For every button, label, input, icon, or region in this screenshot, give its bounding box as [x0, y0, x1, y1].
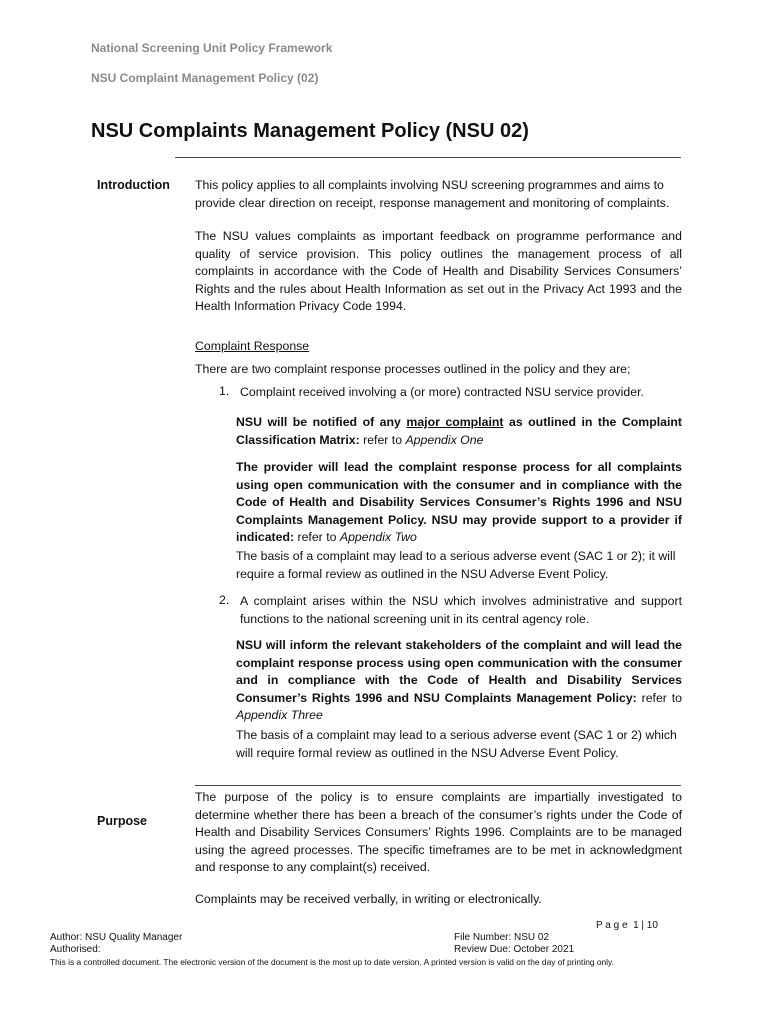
- notify-text-a: NSU will be notified of any: [236, 415, 407, 429]
- list-item-1-number: 1.: [219, 384, 230, 398]
- item-1-notification-paragraph: [236, 414, 682, 449]
- header-policy: NSU Complaint Management Policy (02): [91, 71, 319, 85]
- item-2-basis-paragraph: The basis of a complaint may lead to a serious adverse event (SAC 1 or 2) which will require formal review as outlined in the NSU Adverse Event Policy.: [236, 728, 677, 760]
- complaint-response-heading: Complaint Response: [195, 339, 310, 353]
- header-framework: National Screening Unit Policy Framework: [91, 41, 333, 55]
- purpose-paragraph-2: Complaints may be received verbally, in writing or electronically.: [195, 892, 542, 906]
- lead-ref: refer to: [294, 530, 340, 544]
- item-2-inform-paragraph: [236, 637, 682, 725]
- inform-text: NSU will inform the relevant stakeholders of the complaint and will lead the complaint response process using open communication with the consumer and in compliance with the Code of Health and Disability Services Consumer’s Rights 1996 and NSU Complaints Management Policy:: [236, 638, 682, 705]
- footer-file-number: File Number: NSU 02: [454, 932, 550, 943]
- inform-ref: refer to: [636, 690, 682, 705]
- major-complaint-term: major complaint: [406, 415, 504, 429]
- section-divider: [195, 785, 681, 786]
- footer-authorised: Authorised:: [50, 944, 101, 955]
- item-1-basis-paragraph: The basis of a complaint may lead to a serious adverse event (SAC 1 or 2); it will require a formal review as outlined in the NSU Adverse Event Policy.: [236, 549, 676, 581]
- footer-author: Author: NSU Quality Manager: [50, 932, 183, 943]
- introduction-paragraph-1: This policy applies to all complaints involving NSU screening programmes and aims to provide clear direction on receipt, response management and monitoring of complaints.: [195, 178, 670, 210]
- list-item-2-number: 2.: [219, 593, 230, 607]
- page-title: NSU Complaints Management Policy (NSU 02): [91, 120, 529, 142]
- purpose-label: Purpose: [97, 814, 148, 828]
- appendix-three-ref: Appendix Three: [236, 708, 323, 722]
- introduction-label: Introduction: [97, 178, 170, 192]
- purpose-paragraph-1: The purpose of the policy is to ensure complaints are impartially investigated to determine whether there has been a breach of the consumer’s rights under the Code of Health and Disability Services Consumers’ Rights 1996. Complaints are to be managed using the agreed processes. The specific timeframes are to be met in acknowledgment and response to any complaint(s) received.: [195, 790, 682, 874]
- lead-text: The provider will lead the complaint response process for all complaints using open communication with the consumer and in compliance with the Code of Health and Disability Services Consumer’s Rights 1996 and NSU Complaints Management Policy. NSU may provide support to a provider if indicated:: [236, 460, 682, 544]
- appendix-one-ref: Appendix One: [405, 432, 484, 447]
- complaint-response-intro: There are two complaint response processes outlined in the policy and they are;: [195, 362, 631, 376]
- introduction-paragraph-2: The NSU values complaints as important feedback on programme performance and quality of service provision. This policy outlines the management process of all complaints in accordance with the Code of Health and Disability Services Consumers’ Rights and the rules about Health Information as set out in the Privacy Act 1993 and the Health Information Privacy Code 1994.: [195, 229, 682, 313]
- list-item-1-text: Complaint received involving a (or more) contracted NSU service provider.: [240, 385, 644, 399]
- footer-review-due: Review Due: October 2021: [454, 944, 575, 955]
- item-1-lead-paragraph: [236, 459, 682, 547]
- footer-disclaimer: This is a controlled document. The electronic version of the document is the most up to date version. A printed version is valid on the day of printing only.: [50, 957, 614, 967]
- list-item-2-text: A complaint arises within the NSU which involves administrative and support functions to the national screening unit in its central agency role.: [240, 594, 682, 626]
- appendix-two-ref: Appendix Two: [339, 530, 417, 544]
- page-number: P a g e 1 | 10: [596, 920, 658, 931]
- notify-ref: refer to: [359, 432, 406, 447]
- title-divider: [175, 157, 681, 158]
- notify-text-b: as outlined in the Complaint Classification Matrix:: [236, 415, 682, 447]
